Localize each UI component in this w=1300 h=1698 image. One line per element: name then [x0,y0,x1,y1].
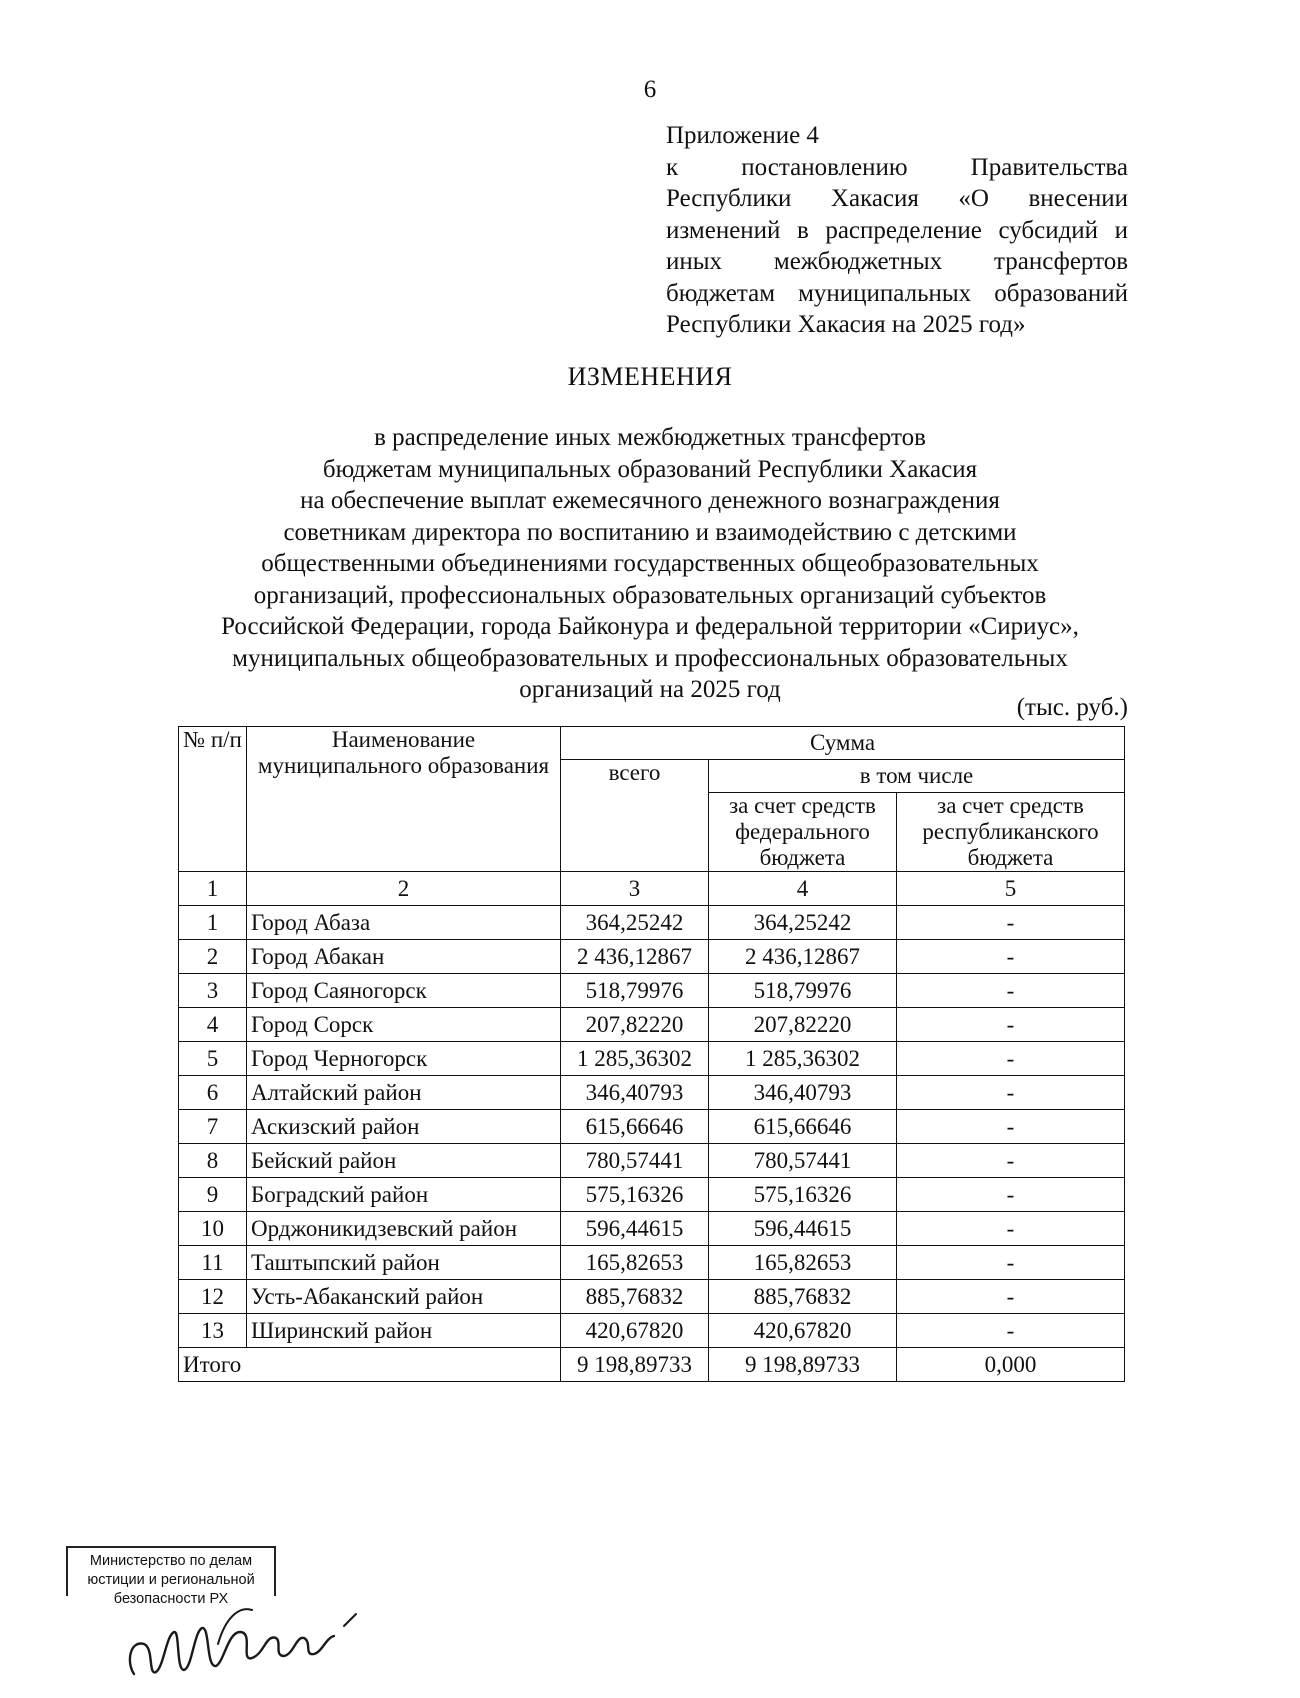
table-row [179,1008,1125,1042]
row-federal: 2 436,12867 [709,940,897,974]
table-row [179,1246,1125,1280]
row-number: 2 [179,940,247,974]
row-name: Город Саяногорск [247,974,561,1008]
table-row [179,1280,1125,1314]
transfers-table [178,726,1125,1382]
total-republic: 0,000 [897,1348,1125,1382]
row-total: 575,16326 [561,1178,709,1212]
table-row [179,1144,1125,1178]
table-row [179,1110,1125,1144]
subtitle-line: советникам директора по воспитанию и взаимодействию с детскими [283,518,1017,546]
row-republic: - [897,1110,1125,1144]
total-row [179,1348,1125,1382]
row-federal: 575,16326 [709,1178,897,1212]
row-name: Ширинский район [247,1314,561,1348]
row-number: 7 [179,1110,247,1144]
row-total: 364,25242 [561,906,709,940]
row-republic: - [897,1042,1125,1076]
row-number: 10 [179,1212,247,1246]
units-label: (тыс. руб.) [1016,694,1128,721]
row-total: 780,57441 [561,1144,709,1178]
row-federal: 1 285,36302 [709,1042,897,1076]
row-number: 3 [179,974,247,1008]
signature-stroke [344,1614,356,1626]
subtitle-line: общественными объединениями государственных общеобразовательных [261,550,1039,577]
subtitle-line: Российской Федерации, города Байконура и федеральной территории «Сириус», [221,613,1079,640]
row-total: 596,44615 [561,1212,709,1246]
column-number: 4 [709,872,897,906]
subtitle-line: на обеспечение выплат ежемесячного денежного вознаграждения [300,487,1000,514]
header-including: в том числе [709,760,1125,793]
page-number: 6 [643,76,657,103]
row-total: 346,40793 [561,1076,709,1110]
column-number: 1 [179,872,247,906]
row-number: 13 [179,1314,247,1348]
row-republic: - [897,1008,1125,1042]
document-subtitle [150,422,1150,706]
row-republic: - [897,1144,1125,1178]
column-number: 3 [561,872,709,906]
subtitle-line: в распределение иных межбюджетных трансфертов [374,424,926,451]
row-republic: - [897,940,1125,974]
row-number: 9 [179,1178,247,1212]
table-row [179,1314,1125,1348]
stamp-line: юстиции и региональной [87,1572,255,1588]
row-republic: - [897,1280,1125,1314]
row-total: 518,79976 [561,974,709,1008]
row-republic: - [897,1178,1125,1212]
header-sum: Сумма [561,727,1125,760]
row-total: 885,76832 [561,1280,709,1314]
row-name: Город Абакан [247,940,561,974]
annex-body: к постановлению Правительства Республики Хакасия «О внесении изменений в распределение субсидий и иных межбюджетных трансфертов бюджетам муниципальных образований Республики Хакасия на 2025 год» [666,153,1128,338]
stamp-line-cut: безопасности РХ [113,1591,229,1607]
row-name: Усть-Абаканский район [247,1280,561,1314]
row-number: 11 [179,1246,247,1280]
row-republic: - [897,1212,1125,1246]
table-row [179,1042,1125,1076]
row-name: Город Абаза [247,906,561,940]
stamp-line: Министерство по делам [89,1553,253,1569]
row-total: 420,67820 [561,1314,709,1348]
row-federal: 165,82653 [709,1246,897,1280]
column-numbers-row [179,872,1125,906]
header-federal: за счет средств федерального бюджета [709,793,897,872]
row-total: 2 436,12867 [561,940,709,974]
row-name: Боградский район [247,1178,561,1212]
row-number: 5 [179,1042,247,1076]
row-number: 6 [179,1076,247,1110]
table-row [179,1212,1125,1246]
ministry-stamp [66,1546,276,1607]
row-number: 1 [179,906,247,940]
column-number: 2 [247,872,561,906]
annex-title: Приложение 4 [666,122,819,149]
row-federal: 420,67820 [709,1314,897,1348]
row-name: Аскизский район [247,1110,561,1144]
row-name: Орджоникидзевский район [247,1212,561,1246]
row-republic: - [897,974,1125,1008]
annex-block [666,120,1128,341]
subtitle-line: организаций на 2025 год [519,676,781,703]
row-total: 165,82653 [561,1246,709,1280]
header-republic: за счет средств республиканского бюджета [897,793,1125,872]
row-number: 4 [179,1008,247,1042]
row-number: 8 [179,1144,247,1178]
row-name: Таштыпский район [247,1246,561,1280]
total-sum: 9 198,89733 [561,1348,709,1382]
row-total: 615,66646 [561,1110,709,1144]
row-total: 207,82220 [561,1008,709,1042]
signature-stroke [130,1628,334,1674]
header-name: Наименование муниципального образования [247,727,561,872]
header-total: всего [561,760,709,872]
table-row [179,940,1125,974]
row-federal: 596,44615 [709,1212,897,1246]
table-row [179,906,1125,940]
signature-mark [120,1596,370,1686]
row-name: Город Черногорск [247,1042,561,1076]
row-federal: 615,66646 [709,1110,897,1144]
row-name: Бейский район [247,1144,561,1178]
row-name: Город Сорск [247,1008,561,1042]
table-row [179,1178,1125,1212]
row-republic: - [897,1076,1125,1110]
column-number: 5 [897,872,1125,906]
row-federal: 207,82220 [709,1008,897,1042]
table-row [179,1076,1125,1110]
table-row [179,974,1125,1008]
header-num: № п/п [179,727,247,872]
row-federal: 346,40793 [709,1076,897,1110]
total-federal: 9 198,89733 [709,1348,897,1382]
row-federal: 364,25242 [709,906,897,940]
row-federal: 780,57441 [709,1144,897,1178]
row-name: Алтайский район [247,1076,561,1110]
row-federal: 518,79976 [709,974,897,1008]
row-republic: - [897,1246,1125,1280]
row-federal: 885,76832 [709,1280,897,1314]
document-heading: ИЗМЕНЕНИЯ [567,362,733,391]
subtitle-line: муниципальных общеобразовательных и профессиональных образовательных [232,644,1068,672]
subtitle-line: организаций, профессиональных образовательных организаций субъектов [253,581,1047,609]
total-label: Итого [179,1348,561,1382]
row-republic: - [897,906,1125,940]
row-total: 1 285,36302 [561,1042,709,1076]
row-republic: - [897,1314,1125,1348]
row-number: 12 [179,1280,247,1314]
subtitle-line: бюджетам муниципальных образований Республики Хакасия [322,455,978,483]
